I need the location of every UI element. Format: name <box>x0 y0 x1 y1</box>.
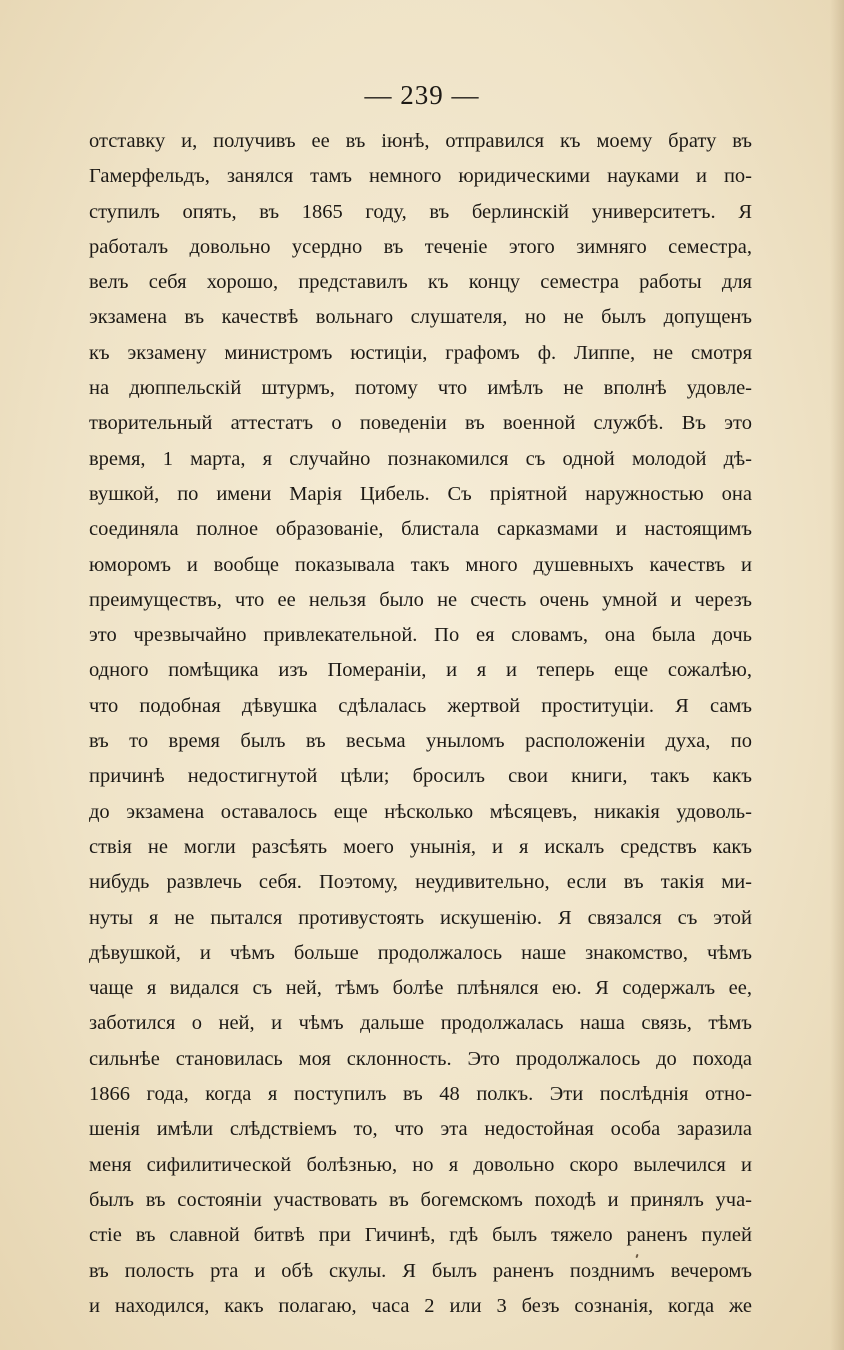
text-line: велъ себя хорошо, представилъ къ концу семестра работы для <box>89 271 752 294</box>
text-line: стіе въ славной битвѣ при Гичинѣ, гдѣ былъ тяжело раненъ пулей <box>89 1224 752 1247</box>
text-line: на дюппельскій штурмъ, потому что имѣлъ не вполнѣ удовле- <box>89 377 752 400</box>
body-text <box>89 124 752 1324</box>
text-line: меня сифилитической болѣзнью, но я довольно скоро вылечился и <box>89 1153 752 1176</box>
text-line: ствія не могли разсѣять моего унынія, и я искалъ средствъ какъ <box>89 835 752 858</box>
text-line: экзамена въ качествѣ вольнаго слушателя, но не былъ допущенъ <box>89 306 752 329</box>
text-line: одного помѣщика изъ Помераніи, и я и теперь еще сожалѣю, <box>89 659 752 682</box>
text-line: 1866 года, когда я поступилъ въ 48 полкъ. Эти послѣднія отно- <box>89 1083 752 1106</box>
text-line: Гамерфельдъ, занялся тамъ немного юридическими науками и по- <box>89 165 752 188</box>
text-line: вушкой, по имени Марія Цибель. Съ пріятной наружностью она <box>89 482 752 505</box>
text-line: шенія имѣли слѣдствіемъ то, что эта недостойная особа заразила <box>89 1118 752 1141</box>
page-number: — 239 — <box>364 80 480 110</box>
text-line: и находился, какъ полагаю, часа 2 или 3 безъ сознанія, когда же <box>89 1294 752 1317</box>
text-line: нибудь развлечь себя. Поэтому, неудивительно, если въ такія ми- <box>89 871 752 894</box>
text-line: дѣвушкой, и чѣмъ больше продолжалось наше знакомство, чѣмъ <box>89 941 752 964</box>
text-line: юморомъ и вообще показывала такъ много душевныхъ качествъ и <box>89 553 752 576</box>
text-line: до экзамена оставалось еще нѣсколько мѣсяцевъ, никакія удоволь- <box>89 800 752 823</box>
text-line: что подобная дѣвушка сдѣлалась жертвой проституціи. Я самъ <box>89 694 752 717</box>
text-line: это чрезвычайно привлекательной. По ея словамъ, она была дочь <box>89 624 752 647</box>
text-line: работалъ довольно усердно въ теченіе этого зимняго семестра, <box>89 235 752 258</box>
text-line: чаще я видался съ ней, тѣмъ болѣе плѣнялся ею. Я содержалъ ее, <box>89 977 752 1000</box>
text-line: въ полость рта и обѣ скулы. Я былъ раненъ позднимъ вечеромъ <box>89 1259 752 1282</box>
text-line: нуты я не пытался противустоять искушенію. Я связался съ этой <box>89 906 752 929</box>
text-line: ступилъ опять, въ 1865 году, въ берлинскій университетъ. Я <box>89 200 752 223</box>
text-line: былъ въ состояніи участвовать въ богемскомъ походѣ и принялъ уча- <box>89 1188 752 1211</box>
page-edge-shadow <box>830 0 844 1350</box>
text-line: преимуществъ, что ее нельзя было не счесть очень умной и черезъ <box>89 588 752 611</box>
text-line: творительный аттестатъ о поведеніи въ военной службѣ. Въ это <box>89 412 752 435</box>
text-line: сильнѣе становилась моя склонность. Это продолжалось до похода <box>89 1047 752 1070</box>
text-line: причинѣ недостигнутой цѣли; бросилъ свои книги, такъ какъ <box>89 765 752 788</box>
text-line: соединяла полное образованіе, блистала сарказмами и настоящимъ <box>89 518 752 541</box>
text-line: заботился о ней, и чѣмъ дальше продолжалась наша связь, тѣмъ <box>89 1012 752 1035</box>
text-line: время, 1 марта, я случайно познакомился съ одной молодой дѣ- <box>89 447 752 470</box>
text-line: къ экзамену министромъ юстиціи, графомъ ф. Липпе, не смотря <box>89 341 752 364</box>
text-line: отставку и, получивъ ее въ іюнѣ, отправился къ моему брату въ <box>89 130 752 152</box>
text-line: въ то время былъ въ весьма уныломъ расположеніи духа, по <box>89 730 752 753</box>
